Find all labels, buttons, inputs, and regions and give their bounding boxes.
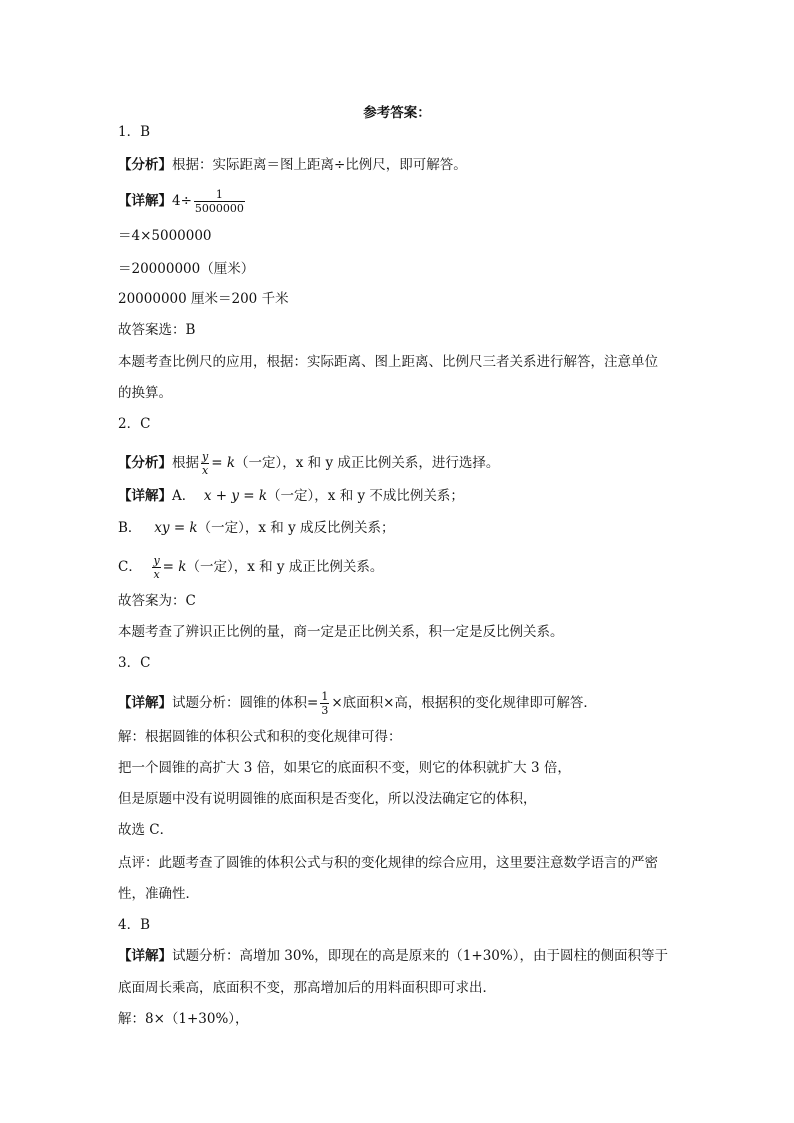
- detail-tag: 【详解】: [118, 695, 172, 711]
- q1-step-1: ＝4×5000000: [118, 228, 212, 244]
- q1-analysis: [118, 155, 467, 175]
- analysis-tag: 【分析】: [118, 455, 172, 471]
- q3-detail-post: ×底面积×高，根据积的变化规律即可解答．: [331, 695, 597, 711]
- option-b-text: （一定），x 和 y 成反比例关系；: [197, 520, 395, 536]
- q4-solution-line-1: 解：8×（1+30%），: [118, 1011, 249, 1027]
- q1-analysis-text: 根据：实际距离＝图上距离÷比例尺，即可解答。: [172, 157, 467, 173]
- q1-step-3: 20000000 厘米＝200 千米: [118, 291, 289, 307]
- q4-heading: 4．B: [118, 917, 151, 933]
- q3-heading: 3．C: [118, 655, 151, 671]
- q2-detail-option-a: [118, 486, 464, 506]
- q3-solution-line-2: 把一个圆锥的高扩大 3 倍，如果它的底面积不变，则它的体积就扩大 3 倍，: [118, 760, 571, 776]
- fraction-denominator: x: [153, 568, 160, 581]
- fraction-denominator: 5000000: [194, 202, 244, 215]
- q1-comment-line-1: 本题考查比例尺的应用，根据：实际距离、图上距离、比例尺三者关系进行解答，注意单位: [118, 354, 658, 370]
- option-c-equation: = k: [162, 559, 187, 575]
- q2-fraction: [201, 450, 209, 477]
- q4-detail-text-1: 试题分析：高增加 30%，即现在的高是原来的（1+30%），由于圆柱的侧面积等于: [172, 948, 668, 964]
- option-b-equation: xy = k: [154, 520, 198, 536]
- analysis-tag: 【分析】: [118, 157, 172, 173]
- q3-review-line-1: 点评：此题考查了圆锥的体积公式与积的变化规律的综合应用，这里要注意数学语言的严密: [118, 855, 658, 871]
- option-c-text: （一定），x 和 y 成正比例关系。: [186, 559, 384, 575]
- q1-detail-prefix: 4÷: [172, 193, 192, 209]
- q2-analysis-pre: 根据: [172, 455, 199, 471]
- q1-detail: [118, 188, 247, 215]
- detail-tag: 【详解】: [118, 488, 172, 504]
- q3-solution-line-3: 但是原题中没有说明圆锥的底面积是否变化，所以没法确定它的体积，: [118, 791, 537, 807]
- option-a-text: （一定），x 和 y 不成比例关系；: [267, 488, 464, 504]
- q1-heading: 1．B: [118, 124, 151, 140]
- detail-tag: 【详解】: [118, 948, 172, 964]
- option-a-equation: x + y = k: [203, 488, 268, 504]
- option-c-label: C．: [118, 559, 142, 575]
- fraction-denominator: x: [202, 464, 209, 477]
- fraction-numerator: y: [202, 450, 209, 463]
- q2-option-b: [118, 518, 395, 538]
- option-b-label: B．: [118, 520, 142, 536]
- q1-answer: 故答案选：B: [118, 322, 196, 338]
- fraction-numerator: 1: [321, 690, 329, 703]
- q3-solution-line-4: 故选 C．: [118, 822, 174, 838]
- detail-tag: 【详解】: [118, 193, 172, 209]
- q1-step-2: ＝20000000（厘米）: [118, 261, 255, 277]
- q3-solution-line-1: 解：根据圆锥的体积公式和积的变化规律可得：: [118, 729, 402, 745]
- q3-fraction: [320, 690, 329, 717]
- fraction-numerator: 1: [194, 188, 245, 202]
- q3-detail-pre: 试题分析：圆锥的体积=: [172, 695, 319, 711]
- q2-analysis-post: （一定），x 和 y 成正比例关系，进行选择。: [235, 455, 500, 471]
- q3-review-line-2: 性，准确性．: [118, 886, 199, 902]
- fraction-numerator: y: [153, 554, 160, 567]
- page-title: 参考答案：: [363, 105, 431, 121]
- q2-answer: 故答案为：C: [118, 593, 196, 609]
- q3-detail: [118, 690, 597, 717]
- q4-detail-line-1: [118, 946, 668, 966]
- q4-detail-line-2: 底面周长乘高，底面积不变，那高增加后的用料面积即可求出．: [118, 980, 496, 996]
- q2-option-c: [118, 554, 383, 581]
- q2-analysis-equation: = k: [211, 455, 236, 471]
- fraction-denominator: 3: [321, 704, 329, 717]
- q2-comment: 本题考查了辨识正比例的量，商一定是正比例关系，积一定是反比例关系。: [118, 624, 564, 640]
- option-a-label: A．: [172, 488, 196, 504]
- q2-analysis: [118, 450, 499, 477]
- q2-heading: 2．C: [118, 416, 151, 432]
- q1-fraction: [194, 188, 245, 215]
- option-c-fraction: [152, 554, 160, 581]
- q1-comment-line-2: 的换算。: [118, 385, 172, 401]
